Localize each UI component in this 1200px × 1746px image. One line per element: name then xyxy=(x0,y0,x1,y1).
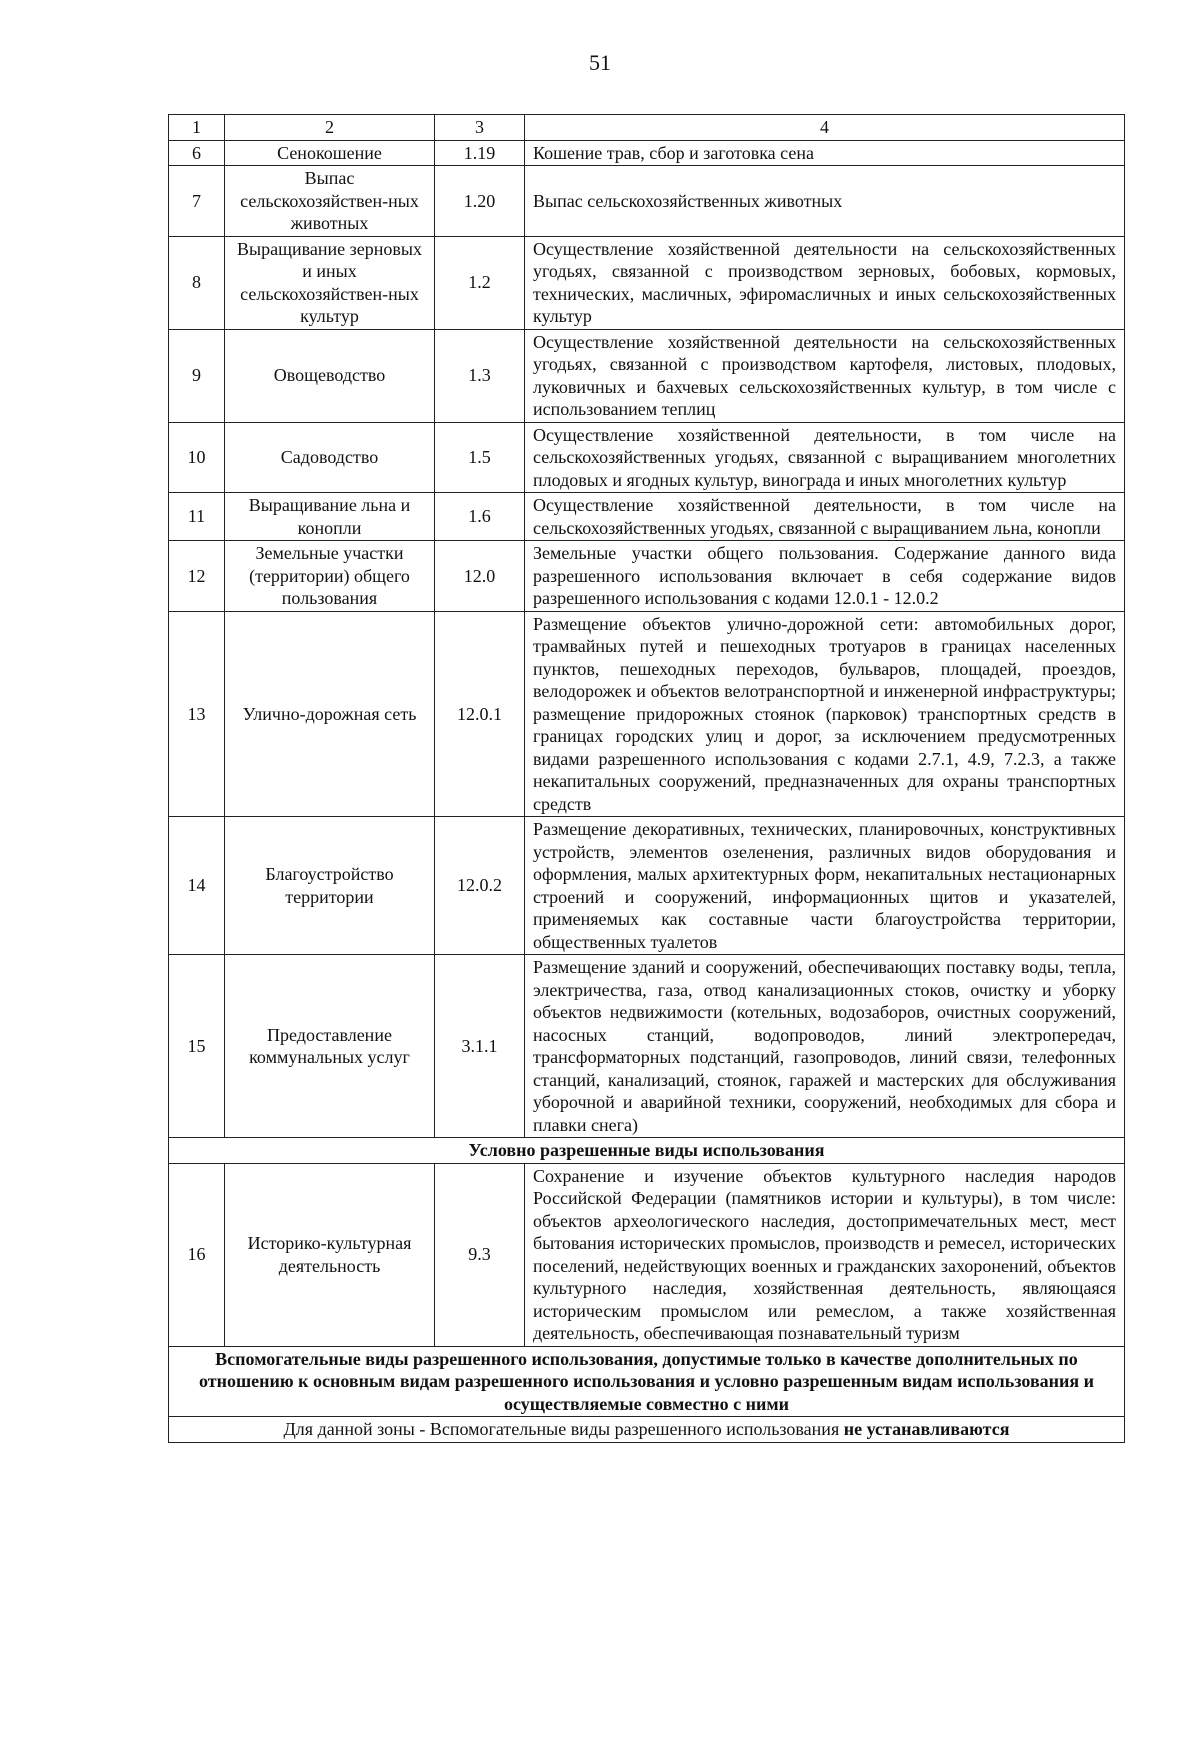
row-number: 12 xyxy=(169,541,225,612)
row-name: Историко-культурная деятельность xyxy=(225,1163,435,1346)
row-number: 9 xyxy=(169,329,225,422)
header-col-1: 1 xyxy=(169,115,225,141)
row-code: 12.0 xyxy=(435,541,525,612)
section-conditional-row xyxy=(169,1138,1125,1164)
row-number: 6 xyxy=(169,140,225,166)
row-description: Сохранение и изучение объектов культурного наследия народов Российской Федерации (памятников истории и культуры), в том числе: объектов археологического наследия, достопримечательных мест, мест бытования исторических промыслов, производств и ремесел, исторических поселений, недействующих военных и гражданских захоронений, объектов культурного наследия, хозяйственная деятельность, являющаяся историческим промыслом или ремеслом, а также хозяйственная деятельность, обеспечивающая познавательный туризм xyxy=(525,1163,1125,1346)
row-name: Выращивание зерновых и иных сельскохозяйствен-ных культур xyxy=(225,236,435,329)
table-row xyxy=(169,493,1125,541)
row-code: 1.3 xyxy=(435,329,525,422)
table-row xyxy=(169,166,1125,237)
row-code: 1.19 xyxy=(435,140,525,166)
table-row xyxy=(169,611,1125,817)
row-name: Овощеводство xyxy=(225,329,435,422)
header-col-2: 2 xyxy=(225,115,435,141)
header-col-3: 3 xyxy=(435,115,525,141)
row-code: 12.0.1 xyxy=(435,611,525,817)
row-number: 14 xyxy=(169,817,225,955)
row-number: 16 xyxy=(169,1163,225,1346)
row-code: 12.0.2 xyxy=(435,817,525,955)
table-row xyxy=(169,422,1125,493)
table-row xyxy=(169,1163,1125,1346)
row-name: Предоставление коммунальных услуг xyxy=(225,955,435,1138)
footer-note xyxy=(169,1417,1125,1443)
footer-note-row xyxy=(169,1417,1125,1443)
row-name: Земельные участки (территории) общего пользования xyxy=(225,541,435,612)
row-description: Осуществление хозяйственной деятельности, в том числе на сельскохозяйственных угодьях, связанной с выращиванием льна, конопли xyxy=(525,493,1125,541)
row-code: 1.20 xyxy=(435,166,525,237)
row-number: 7 xyxy=(169,166,225,237)
row-code: 9.3 xyxy=(435,1163,525,1346)
row-number: 13 xyxy=(169,611,225,817)
header-col-4: 4 xyxy=(525,115,1125,141)
row-code: 3.1.1 xyxy=(435,955,525,1138)
row-code: 1.2 xyxy=(435,236,525,329)
row-description: Осуществление хозяйственной деятельности на сельскохозяйственных угодьях, связанной с производством зерновых, бобовых, кормовых, технических, масличных, эфиромасличных и иных сельскохозяйственных культур xyxy=(525,236,1125,329)
page-number: 51 xyxy=(589,50,611,75)
row-description: Размещение декоративных, технических, планировочных, конструктивных устройств, элементов озеленения, различных видов оборудования и оформления, малых архитектурных форм, некапитальных нестационарных строений и сооружений, информационных щитов и указателей, применяемых как составные части благоустройства территории, общественных туалетов xyxy=(525,817,1125,955)
row-description: Размещение зданий и сооружений, обеспечивающих поставку воды, тепла, электричества, газа, отвод канализационных стоков, очистку и уборку объектов недвижимости (котельных, водозаборов, очистных сооружений, насосных станций, водопроводов, линий электропередач, трансформаторных подстанций, газопроводов, линий связи, телефонных станций, канализаций, стоянок, гаражей и мастерских для обслуживания уборочной и аварийной техники, сооружений, необходимых для сбора и плавки снега) xyxy=(525,955,1125,1138)
row-number: 8 xyxy=(169,236,225,329)
land-use-table xyxy=(168,114,1125,1443)
table-header-row xyxy=(169,115,1125,141)
section-auxiliary-row xyxy=(169,1346,1125,1417)
row-name: Садоводство xyxy=(225,422,435,493)
table-row xyxy=(169,140,1125,166)
row-description: Кошение трав, сбор и заготовка сена xyxy=(525,140,1125,166)
row-number: 11 xyxy=(169,493,225,541)
row-code: 1.6 xyxy=(435,493,525,541)
row-number: 10 xyxy=(169,422,225,493)
row-name: Благоустройство территории xyxy=(225,817,435,955)
footer-note-prefix: Для данной зоны - Вспомогательные виды разрешенного использования xyxy=(283,1419,844,1439)
row-number: 15 xyxy=(169,955,225,1138)
row-code: 1.5 xyxy=(435,422,525,493)
footer-note-bold: не устанавливаются xyxy=(843,1419,1010,1439)
section-conditional-title: Условно разрешенные виды использования xyxy=(169,1138,1125,1164)
row-name: Выпас сельскохозяйствен-ных животных xyxy=(225,166,435,237)
row-name: Выращивание льна и конопли xyxy=(225,493,435,541)
row-name: Улично-дорожная сеть xyxy=(225,611,435,817)
row-description: Выпас сельскохозяйственных животных xyxy=(525,166,1125,237)
row-description: Земельные участки общего пользования. Содержание данного вида разрешенного использования включает в себя содержание видов разрешенного использования с кодами 12.0.1 - 12.0.2 xyxy=(525,541,1125,612)
table-row xyxy=(169,236,1125,329)
row-name: Сенокошение xyxy=(225,140,435,166)
table-row xyxy=(169,955,1125,1138)
table-row xyxy=(169,817,1125,955)
section-auxiliary-title: Вспомогательные виды разрешенного использования, допустимые только в качестве дополнительных по отношению к основным видам разрешенного использования и условно разрешенным видам использования и осуществляемые совместно с ними xyxy=(169,1346,1125,1417)
row-description: Осуществление хозяйственной деятельности на сельскохозяйственных угодьях, связанной с производством картофеля, листовых, плодовых, луковичных и бахчевых сельскохозяйственных культур, в том числе с использованием теплиц xyxy=(525,329,1125,422)
table-row xyxy=(169,541,1125,612)
row-description: Размещение объектов улично-дорожной сети: автомобильных дорог, трамвайных путей и пешеходных тротуаров в границах населенных пунктов, пешеходных переходов, бульваров, площадей, проездов, велодорожек и объектов велотранспортной и инженерной инфраструктуры; размещение придорожных стоянок (парковок) транспортных средств в границах городских улиц и дорог, за исключением предусмотренных видами разрешенного использования с кодами 2.7.1, 4.9, 7.2.3, а также некапитальных сооружений, предназначенных для охраны транспортных средств xyxy=(525,611,1125,817)
table-row xyxy=(169,329,1125,422)
row-description: Осуществление хозяйственной деятельности, в том числе на сельскохозяйственных угодьях, связанной с выращиванием многолетних плодовых и ягодных культур, винограда и иных многолетних культур xyxy=(525,422,1125,493)
